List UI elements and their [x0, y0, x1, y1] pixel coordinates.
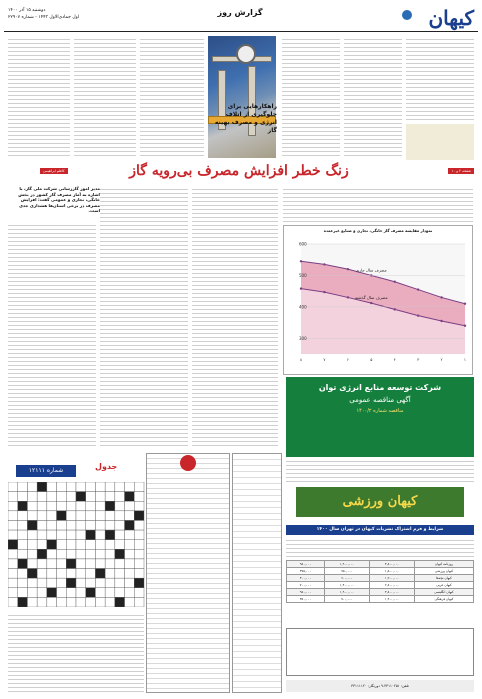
- crossword-cell: [57, 588, 67, 598]
- crossword-cell: [57, 569, 67, 579]
- crossword-cell: [125, 530, 135, 540]
- crossword-cell: [105, 569, 115, 579]
- crossword-cell: [125, 501, 135, 511]
- crossword-cell: [105, 549, 115, 559]
- right3-top-text: [406, 36, 474, 122]
- crossword-cell: [37, 597, 47, 607]
- crossword-cell: [86, 520, 96, 530]
- crossword-cell: [37, 588, 47, 598]
- crossword-cell: [105, 482, 115, 492]
- crossword-cell: [134, 540, 144, 550]
- crossword-cell: [66, 540, 76, 550]
- crossword-cell: [95, 578, 105, 588]
- author-tag: کاظم ابراهیمی: [40, 168, 68, 174]
- body-col-2: [100, 186, 188, 447]
- crossword-cell: [86, 482, 96, 492]
- table-cell: ۳۷۵,۰۰۰: [287, 568, 325, 575]
- crossword-cell: [115, 578, 125, 588]
- crossword-cell: [125, 482, 135, 492]
- crossword-cell: [18, 511, 28, 521]
- crossword-title: جدول: [95, 462, 118, 471]
- table-cell: ۱,۲۰۰,۰۰۰: [369, 575, 414, 582]
- crossword-cell: [8, 492, 18, 502]
- crossword-cell: [105, 520, 115, 530]
- consumption-chart: [283, 236, 473, 372]
- table-cell: ۲,۸۰۰,۰۰۰: [369, 582, 414, 589]
- x-tick-label: ۷: [323, 357, 326, 362]
- x-tick-label: ۵: [370, 357, 373, 362]
- crossword-cell: [37, 482, 47, 492]
- crossword-cell: [125, 549, 135, 559]
- notice-column-1: [232, 453, 282, 693]
- contact-footer: تلفن: ۳۳۱۱۰۲۵۱-۹ دورنگار: ۳۳۱۱۱۱۲۰: [286, 680, 474, 692]
- crossword-number: شماره ۱۲۱۱۱: [16, 465, 76, 477]
- crossword-cell: [27, 540, 37, 550]
- crossword-cell: [8, 540, 18, 550]
- crossword-cell: [134, 511, 144, 521]
- data-point: [323, 291, 325, 293]
- crossword-cell: [47, 482, 57, 492]
- crossword-cell: [86, 511, 96, 521]
- issue-line: اول جمادی‌الاول ۱۴۴۳ - شماره ۲۲۹۰۷: [8, 15, 80, 20]
- crossword-cell: [76, 549, 86, 559]
- tender-ad-number: مناقصه شماره ۱۴۰۰/۲: [356, 408, 404, 414]
- table-cell: کیهان بچه‌ها: [414, 575, 473, 582]
- crossword-cell: [8, 559, 18, 569]
- y-tick-label: 300: [299, 335, 307, 341]
- notice-banner-red: [180, 455, 196, 471]
- data-point: [370, 302, 372, 304]
- crossword-cell: [18, 549, 28, 559]
- y-tick-label: 600: [299, 241, 307, 247]
- crossword-cell: [105, 492, 115, 502]
- crossword-cell: [134, 588, 144, 598]
- y-tick-label: 400: [299, 304, 307, 310]
- x-tick-label: ۴: [393, 357, 396, 362]
- tender-ad: [286, 377, 474, 457]
- crossword-cell: [134, 578, 144, 588]
- crossword-cell: [115, 482, 125, 492]
- crossword-cell: [27, 520, 37, 530]
- crossword-cell: [86, 549, 96, 559]
- table-cell: ۱,۵۰۰,۰۰۰: [369, 568, 414, 575]
- crossword-cell: [66, 569, 76, 579]
- crossword-cell: [66, 597, 76, 607]
- notice-column-2: [146, 453, 230, 693]
- crossword-cell: [134, 569, 144, 579]
- lead-paragraph: مدیر امور گازرسانی شرکت ملی گاز، با اشاره به آمار مصرف گاز کشور در بخش خانگی، تجاری و عمومی گفت: افزایش مصرف در برخی استان‌ها هشداری جدی است.: [18, 186, 100, 214]
- crossword-cell: [95, 540, 105, 550]
- crossword-cell: [115, 492, 125, 502]
- crossword-cell: [66, 549, 76, 559]
- crossword-cell: [8, 482, 18, 492]
- crossword-cell: [37, 540, 47, 550]
- data-point: [440, 296, 442, 298]
- crossword-grid: [8, 482, 158, 607]
- table-cell: کیهان انگلیسی: [414, 589, 473, 596]
- crossword-cell: [125, 540, 135, 550]
- crossword-cell: [86, 492, 96, 502]
- crossword-cell: [105, 597, 115, 607]
- crossword-cell: [125, 492, 135, 502]
- crossword-cell: [47, 569, 57, 579]
- crossword-cell: [47, 588, 57, 598]
- section-title: گزارش روز: [217, 8, 263, 17]
- subscription-title: شرایط و فرم اشتراک نشریات کیهان در تهران سال ۱۴۰۰: [286, 525, 474, 535]
- crossword-cell: [18, 578, 28, 588]
- tender-ad-company: شرکت توسعه منابع انرژی توان: [318, 383, 442, 392]
- crossword-cell: [27, 511, 37, 521]
- tender-ad-title: آگهی مناقصه عمومی: [349, 396, 411, 404]
- crossword-cell: [95, 549, 105, 559]
- crossword-cell: [134, 559, 144, 569]
- crossword-cell: [76, 511, 86, 521]
- x-tick-label: ۱: [463, 357, 467, 362]
- page-ref-tag: صفحه ۲ و ۱۰: [448, 168, 474, 174]
- crossword-cell: [8, 520, 18, 530]
- x-tick-label: ۳: [417, 357, 420, 362]
- table-cell: ۹۵۰,۰۰۰: [287, 561, 325, 568]
- crossword-cell: [76, 559, 86, 569]
- crossword-cell: [95, 520, 105, 530]
- crossword-cell: [8, 511, 18, 521]
- table-cell: ۳۰۰,۰۰۰: [287, 575, 325, 582]
- crossword-cell: [95, 492, 105, 502]
- table-cell: ۳,۸۰۰,۰۰۰: [369, 589, 414, 596]
- crossword-cell: [27, 549, 37, 559]
- crossword-cell: [115, 569, 125, 579]
- crossword-cell: [115, 501, 125, 511]
- crossword-cell: [27, 578, 37, 588]
- crossword-cell: [86, 530, 96, 540]
- crossword-cell: [8, 569, 18, 579]
- crossword-cell: [134, 597, 144, 607]
- crossword-cell: [57, 597, 67, 607]
- crossword-cell: [115, 559, 125, 569]
- crossword-cell: [18, 482, 28, 492]
- crossword-cell: [47, 530, 57, 540]
- crossword-cell: [57, 530, 67, 540]
- data-point: [394, 308, 396, 310]
- crossword-cell: [95, 482, 105, 492]
- crossword-cell: [125, 578, 135, 588]
- crossword-cell: [125, 569, 135, 579]
- x-tick-label: ۸: [299, 357, 303, 362]
- crossword-cell: [95, 569, 105, 579]
- subscription-text: [286, 537, 474, 557]
- data-point: [300, 287, 302, 289]
- y-tick-label: 500: [299, 272, 307, 278]
- crossword-cell: [27, 559, 37, 569]
- crossword-cell: [18, 492, 28, 502]
- right-top-text: [282, 36, 340, 156]
- crossword-cell: [134, 520, 144, 530]
- crossword-cell: [47, 501, 57, 511]
- crossword-cell: [47, 520, 57, 530]
- crossword-cell: [115, 540, 125, 550]
- crossword-cell: [95, 588, 105, 598]
- crossword-cell: [37, 559, 47, 569]
- crossword-cell: [86, 578, 96, 588]
- crossword-cell: [86, 501, 96, 511]
- crossword-cell: [18, 559, 28, 569]
- col2-top-text: [74, 36, 136, 156]
- table-cell: ۷۰۰,۰۰۰: [287, 582, 325, 589]
- crossword-cell: [18, 597, 28, 607]
- crossword-cell: [66, 501, 76, 511]
- crossword-cell: [37, 520, 47, 530]
- main-headline: زنگ خطر افزایش مصرف بی‌رویه گاز: [129, 163, 349, 179]
- crossword-cell: [95, 530, 105, 540]
- crossword-cell: [66, 578, 76, 588]
- crossword-cell: [18, 530, 28, 540]
- crossword-cell: [95, 597, 105, 607]
- crossword-cell: [37, 492, 47, 502]
- newspaper-logo: کیهان: [428, 6, 474, 30]
- crossword-cell: [115, 597, 125, 607]
- crossword-cell: [86, 540, 96, 550]
- data-point: [417, 314, 419, 316]
- crossword-cell: [125, 597, 135, 607]
- crossword-cell: [76, 578, 86, 588]
- kayhan-sport-banner: کیهان ورزشی: [296, 487, 464, 517]
- crossword-cell: [18, 540, 28, 550]
- crossword-cell: [8, 549, 18, 559]
- crossword-cell: [66, 530, 76, 540]
- table-cell: کیهان فرهنگی: [414, 596, 473, 603]
- crossword-cell: [27, 492, 37, 502]
- crossword-cell: [76, 597, 86, 607]
- table-row: [287, 575, 474, 582]
- table-cell: ۳,۸۰۰,۰۰۰: [369, 561, 414, 568]
- crossword-cell: [125, 511, 135, 521]
- col3-top-text: [140, 36, 204, 156]
- crossword-cell: [134, 492, 144, 502]
- x-tick-label: ۶: [346, 357, 349, 362]
- data-point: [300, 260, 302, 262]
- story-subhead: راهکارهایی برای جلوگیری از اتلاف انرژی و مصرف بهینه گاز: [214, 103, 277, 134]
- data-point: [347, 296, 349, 298]
- crossword-cell: [86, 597, 96, 607]
- table-cell: ۷۰۰,۰۰۰: [324, 596, 369, 603]
- crossword-cell: [115, 588, 125, 598]
- date-line: دوشنبه ۱۵ آذر ۱۴۰۰: [8, 8, 46, 13]
- crossword-cell: [57, 549, 67, 559]
- crossword-cell: [95, 559, 105, 569]
- subscription-table: [286, 560, 474, 603]
- crossword-cell: [115, 530, 125, 540]
- table-cell: ۱,۹۰۰,۰۰۰: [324, 589, 369, 596]
- table-cell: ۷۵۰,۰۰۰: [324, 568, 369, 575]
- subscription-form: [286, 628, 474, 676]
- data-point: [347, 268, 349, 270]
- crossword-cell: [86, 559, 96, 569]
- crossword-cell: [66, 520, 76, 530]
- crossword-cell: [105, 559, 115, 569]
- crossword-cell: [134, 501, 144, 511]
- crossword-cell: [66, 559, 76, 569]
- body-col-1: [8, 222, 96, 447]
- gas-facility-photo: [208, 36, 276, 158]
- crossword-cell: [47, 511, 57, 521]
- crossword-cell: [66, 511, 76, 521]
- crossword-cell: [37, 511, 47, 521]
- data-point: [464, 303, 466, 305]
- crossword-cell: [47, 578, 57, 588]
- table-cell: ۱,۹۰۰,۰۰۰: [324, 561, 369, 568]
- crossword-cell: [8, 501, 18, 511]
- crossword-cell: [76, 588, 86, 598]
- crossword-cell: [57, 540, 67, 550]
- crossword-cell: [8, 530, 18, 540]
- crossword-cell: [57, 578, 67, 588]
- crossword-cell: [47, 597, 57, 607]
- crossword-cell: [57, 492, 67, 502]
- crossword-clues: [8, 612, 144, 694]
- crossword-cell: [76, 482, 86, 492]
- crossword-cell: [134, 549, 144, 559]
- table-row: [287, 589, 474, 596]
- crossword-cell: [105, 530, 115, 540]
- chart-title: نمودار مقایسه مصرف گاز خانگی، تجاری و صنایع غیرعمده: [323, 228, 433, 233]
- crossword-cell: [37, 578, 47, 588]
- crossword-cell: [37, 569, 47, 579]
- crossword-cell: [105, 540, 115, 550]
- crossword-cell: [27, 530, 37, 540]
- data-point: [464, 325, 466, 327]
- crossword-cell: [125, 559, 135, 569]
- crossword-cell: [66, 492, 76, 502]
- crossword-cell: [115, 549, 125, 559]
- body-col-4: [283, 186, 473, 222]
- tender-ad-body: [286, 458, 474, 484]
- table-cell: ۹۵۰,۰۰۰: [287, 589, 325, 596]
- crossword-cell: [18, 501, 28, 511]
- lead-box: [406, 124, 474, 160]
- crossword-cell: [27, 501, 37, 511]
- crossword-cell: [66, 588, 76, 598]
- table-row: [287, 561, 474, 568]
- data-point: [394, 281, 396, 283]
- crossword-cell: [8, 578, 18, 588]
- table-row: [287, 596, 474, 603]
- crossword-cell: [95, 501, 105, 511]
- table-cell: کیهان عربی: [414, 582, 473, 589]
- data-point: [323, 263, 325, 265]
- crossword-cell: [8, 597, 18, 607]
- crossword-cell: [18, 588, 28, 598]
- crossword-cell: [37, 530, 47, 540]
- table-cell: ۶۰۰,۰۰۰: [324, 575, 369, 582]
- crossword-cell: [18, 569, 28, 579]
- crossword-cell: [105, 578, 115, 588]
- table-cell: ۳۵۰,۰۰۰: [287, 596, 325, 603]
- series-label: مصرف سال جاری: [355, 267, 387, 273]
- crossword-cell: [125, 588, 135, 598]
- crossword-cell: [27, 482, 37, 492]
- crossword-cell: [66, 482, 76, 492]
- crossword-cell: [57, 482, 67, 492]
- headline-area: [44, 163, 434, 183]
- crossword-cell: [95, 511, 105, 521]
- crossword-cell: [47, 492, 57, 502]
- crossword-cell: [76, 530, 86, 540]
- crossword-cell: [18, 520, 28, 530]
- body-col-3: [192, 186, 278, 447]
- series-label: مصرف سال گذشته: [354, 295, 388, 301]
- crossword-cell: [47, 549, 57, 559]
- crossword-cell: [76, 540, 86, 550]
- crossword-cell: [115, 520, 125, 530]
- crossword-cell: [76, 492, 86, 502]
- data-point: [440, 320, 442, 322]
- crossword-cell: [105, 511, 115, 521]
- crossword-cell: [105, 501, 115, 511]
- table-row: [287, 568, 474, 575]
- crossword-cell: [57, 501, 67, 511]
- crossword-cell: [57, 520, 67, 530]
- crossword-cell: [134, 530, 144, 540]
- crossword-cell: [134, 482, 144, 492]
- crossword-cell: [76, 520, 86, 530]
- crossword-cell: [27, 597, 37, 607]
- crossword-cell: [27, 588, 37, 598]
- crossword-cell: [125, 520, 135, 530]
- crossword-cell: [86, 588, 96, 598]
- data-point: [417, 288, 419, 290]
- crossword-cell: [76, 501, 86, 511]
- table-cell: روزنامه کیهان: [414, 561, 473, 568]
- crossword-cell: [57, 511, 67, 521]
- crossword-cell: [47, 559, 57, 569]
- crossword-cell: [37, 549, 47, 559]
- x-tick-label: ۲: [440, 357, 443, 362]
- right2-top-text: [344, 36, 402, 156]
- crossword-cell: [37, 501, 47, 511]
- left-top-text: [8, 36, 70, 156]
- crossword-cell: [105, 588, 115, 598]
- crossword-cell: [27, 569, 37, 579]
- crossword-cell: [76, 569, 86, 579]
- crossword-cell: [115, 511, 125, 521]
- crossword-cell: [8, 588, 18, 598]
- table-row: [287, 582, 474, 589]
- crossword-cell: [47, 540, 57, 550]
- crossword-cell: [86, 569, 96, 579]
- table-cell: کیهان ورزشی: [414, 568, 473, 575]
- table-cell: ۱,۴۰۰,۰۰۰: [324, 582, 369, 589]
- table-cell: ۱,۴۰۰,۰۰۰: [369, 596, 414, 603]
- crossword-cell: [57, 559, 67, 569]
